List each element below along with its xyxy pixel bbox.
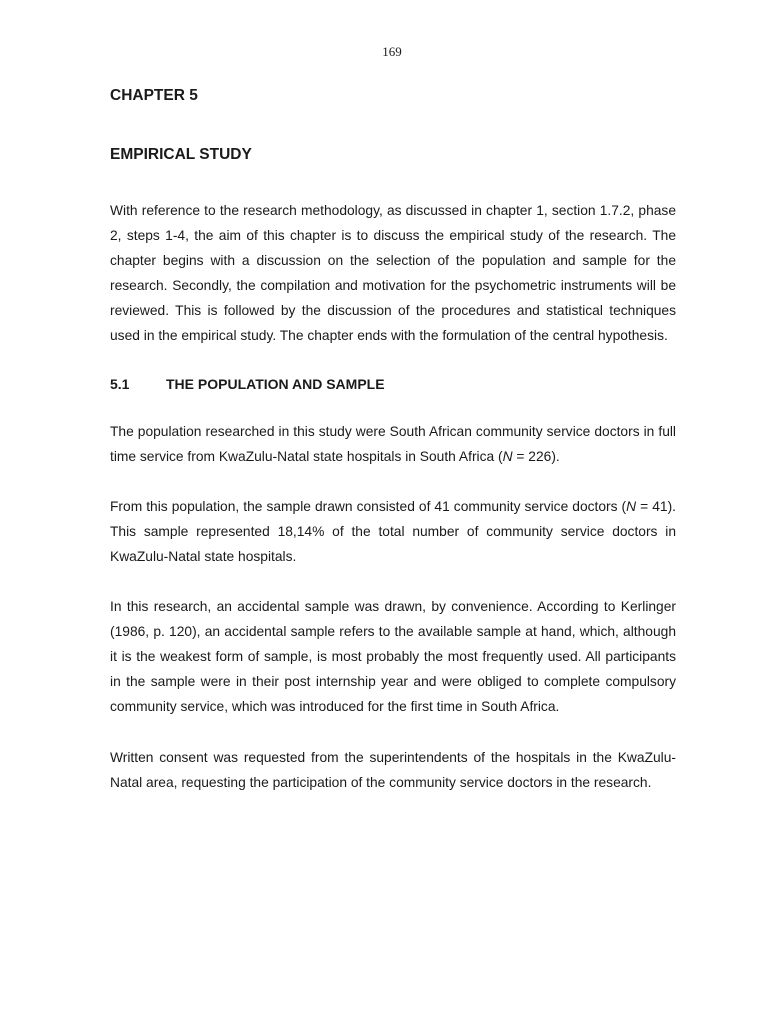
- chapter-label: CHAPTER 5: [110, 87, 198, 104]
- section-heading: [110, 374, 676, 394]
- page-number: 169: [382, 44, 402, 59]
- sample-text-a: From this population, the sample drawn consisted of 41 community service doctors (: [110, 498, 627, 514]
- population-paragraph: [110, 419, 676, 469]
- sample-n-symbol: N: [626, 498, 637, 514]
- document-body: [110, 86, 676, 820]
- section-number: 5.1: [110, 375, 130, 392]
- sample-paragraph: [110, 494, 676, 569]
- population-text-a: The population researched in this study were South African community service doctors in full time service from KwaZulu-Natal state hospitals in South Africa (: [110, 423, 676, 464]
- population-text-b: = 226).: [512, 448, 560, 464]
- population-n-symbol: N: [502, 448, 513, 464]
- sample-text-b: = 41). This sample represented 18,14% of the total number of community service doctors in KwaZulu-Natal state hospitals.: [110, 498, 676, 564]
- intro-paragraph: With reference to the research methodology, as discussed in chapter 1, section 1.7.2, phase 2, steps 1-4, the aim of this chapter is to discuss the empirical study of the research. The chapter begins with a discussion on the selection of the population and sample for the research. Secondly, the compilation and motivation for the psychometric instruments will be reviewed. This is followed by the discussion of the procedures and statistical techniques used in the empirical study. The chapter ends with the formulation of the central hypothesis.: [110, 203, 676, 344]
- section-title: THE POPULATION AND SAMPLE: [166, 375, 385, 392]
- accidental-sample-paragraph: In this research, an accidental sample was drawn, by convenience. According to Kerlinger (1986, p. 120), an accidental sample refers to the available sample at hand, which, although it is the weakest form of sample, is most probably the most frequently used. All participants in the sample were in their post internship year and were obliged to complete compulsory community service, which was introduced for the first time in South Africa.: [110, 599, 676, 715]
- consent-paragraph: Written consent was requested from the superintendents of the hospitals in the KwaZulu-Natal area, requesting the participation of the community service doctors in the research.: [110, 749, 676, 790]
- chapter-title: EMPIRICAL STUDY: [110, 146, 252, 163]
